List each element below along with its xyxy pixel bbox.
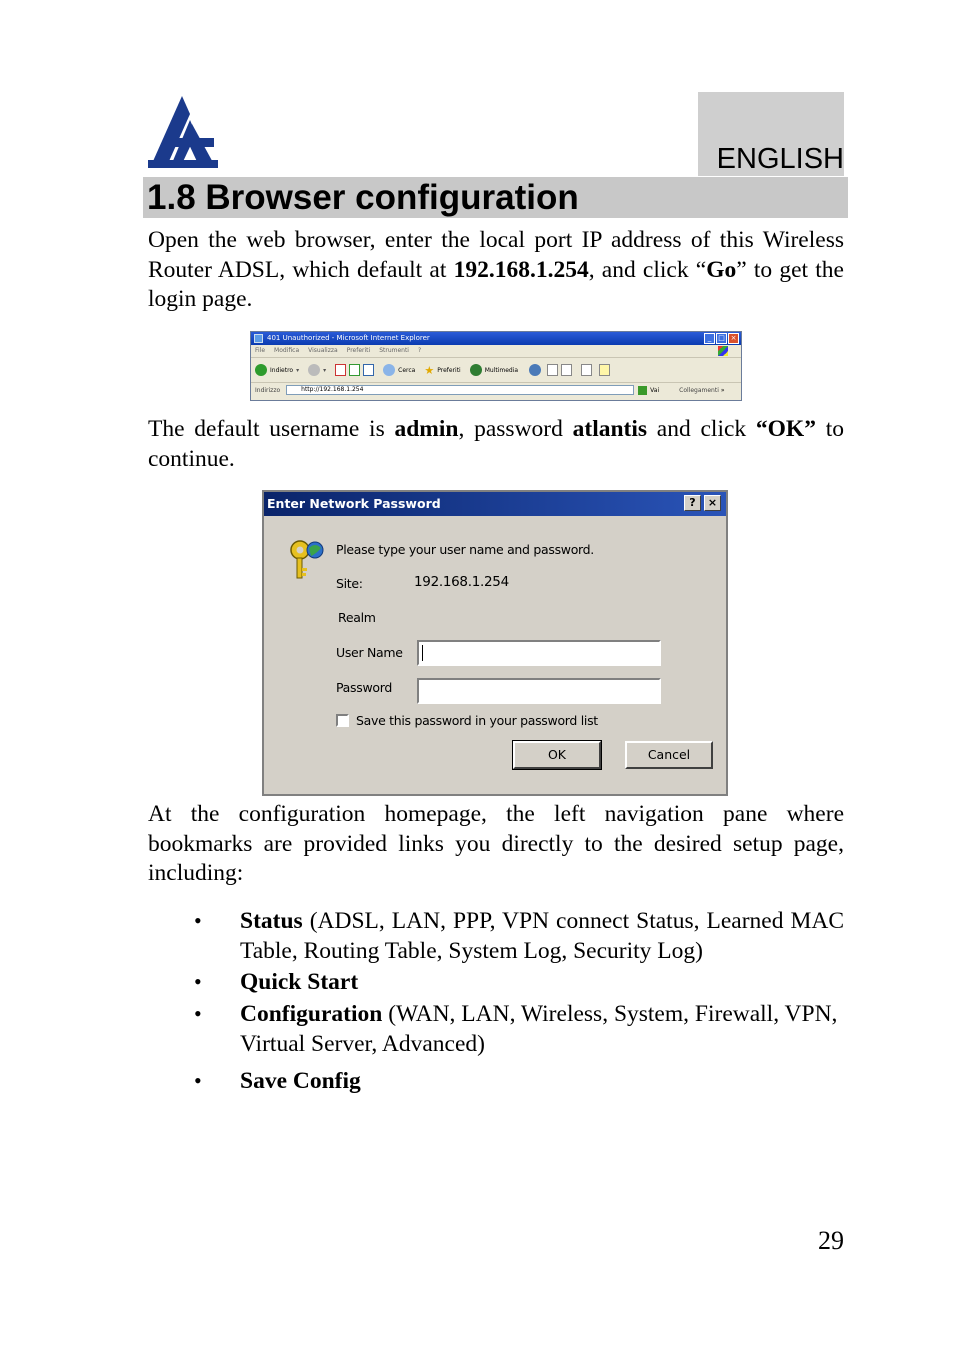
edit-icon[interactable] — [581, 364, 592, 376]
home-icon[interactable] — [363, 364, 374, 376]
atlantis-logo — [146, 94, 220, 170]
save-password-checkbox[interactable] — [336, 714, 349, 727]
username-field[interactable] — [417, 640, 661, 666]
menu-help[interactable]: ? — [417, 347, 422, 354]
menu-file[interactable]: File — [255, 347, 266, 354]
media-button-label[interactable]: Multimedia — [484, 366, 519, 374]
browser-window-screenshot — [250, 331, 742, 401]
go-arrow-icon[interactable] — [638, 386, 647, 395]
page-number: 29 — [818, 1226, 844, 1255]
key-icon — [288, 538, 328, 586]
ok-text: “OK” — [755, 416, 816, 442]
back-icon[interactable] — [255, 364, 267, 376]
maximize-icon[interactable]: □ — [716, 333, 727, 344]
section-title: 1.8 Browser configuration — [147, 178, 579, 217]
menu-visualizza[interactable]: Visualizza — [308, 347, 338, 354]
help-icon[interactable]: ? — [684, 495, 701, 511]
menu-modifica[interactable]: Modifica — [274, 347, 300, 354]
dialog-prompt: Please type your user name and password. — [336, 542, 594, 557]
username-label: User Name — [336, 645, 403, 660]
default-ip: 192.168.1.254 — [453, 256, 589, 283]
language-label: ENGLISH — [716, 143, 844, 175]
default-password: atlantis — [572, 416, 648, 442]
network-password-dialog — [262, 490, 728, 796]
search-button-label[interactable]: Cerca — [398, 366, 416, 374]
history-icon[interactable] — [529, 364, 541, 376]
print-icon[interactable] — [561, 364, 572, 376]
go-button-label[interactable]: Vai — [650, 386, 660, 394]
address-label: Indirizzo — [255, 386, 281, 394]
back-button-label[interactable]: Indietro — [270, 366, 294, 374]
search-icon[interactable] — [383, 364, 395, 376]
back-dropdown-icon[interactable]: ▾ — [296, 366, 300, 374]
default-username: admin — [394, 416, 459, 442]
stop-icon[interactable] — [335, 364, 346, 376]
forward-icon[interactable] — [308, 364, 320, 376]
windows-flag-icon — [718, 346, 728, 356]
password-label: Password — [336, 680, 392, 695]
browser-toolbar — [251, 358, 741, 383]
list-item-quick-start: Quick Start — [240, 969, 359, 995]
mail-icon[interactable] — [547, 364, 558, 376]
messenger-icon[interactable] — [599, 364, 610, 376]
close-icon[interactable]: × — [704, 495, 721, 511]
media-icon[interactable] — [470, 364, 482, 376]
browser-menu-bar — [251, 345, 741, 358]
links-label[interactable]: Collegamenti — [679, 386, 719, 394]
browser-address-bar — [251, 383, 741, 397]
realm-label: Realm — [338, 610, 376, 625]
login-paragraph: The default username is admin, password atlantis and click “OK” to continue. — [148, 416, 844, 472]
close-icon[interactable]: × — [728, 333, 739, 344]
site-value: 192.168.1.254 — [414, 574, 509, 590]
password-field[interactable] — [417, 678, 661, 704]
list-item-configuration: Configuration (WAN, LAN, Wireless, System, Firewall, VPN, Virtual Server, Advanced) — [240, 1001, 838, 1057]
bullet-icon: • — [194, 1001, 202, 1026]
forward-dropdown-icon[interactable]: ▾ — [323, 366, 327, 374]
go-text: Go — [706, 256, 737, 283]
favorites-button-label[interactable]: Preferiti — [437, 366, 461, 374]
list-item-status: Status (ADSL, LAN, PPP, VPN connect Status, Learned MAC Table, Routing Table, System Log, Security Log) — [240, 908, 844, 964]
ie-icon — [254, 334, 263, 343]
favorites-star-icon[interactable]: ★ — [424, 363, 435, 377]
bullet-icon: • — [194, 969, 202, 994]
cancel-button[interactable]: Cancel — [625, 741, 713, 769]
refresh-icon[interactable] — [349, 364, 360, 376]
chevron-right-icon[interactable]: » — [720, 386, 725, 394]
bullet-icon: • — [194, 1068, 202, 1093]
dialog-title: Enter Network Password — [264, 492, 726, 516]
ok-button[interactable]: OK — [513, 741, 601, 769]
navigation-paragraph: At the configuration homepage, the left navigation pane where bookmarks are provided links you directly to the desired setup page, including: — [148, 801, 844, 886]
browser-title-bar: 401 Unauthorized - Microsoft Internet Explorer _ □ × — [251, 332, 741, 345]
menu-preferiti[interactable]: Preferiti — [346, 347, 371, 354]
list-item-save-config: Save Config — [240, 1068, 361, 1094]
site-label: Site: — [336, 576, 363, 591]
save-password-label: Save this password in your password list — [356, 713, 598, 728]
menu-strumenti[interactable]: Strumenti — [379, 347, 409, 354]
intro-paragraph: Open the web browser, enter the local port IP address of this Wireless Router ADSL, which default at 192.168.1.254, and click “Go” to get the login page. — [148, 227, 844, 312]
bullet-icon: • — [194, 908, 202, 933]
address-input[interactable]: http://192.168.1.254 — [286, 385, 634, 395]
minimize-icon[interactable]: _ — [704, 333, 715, 344]
